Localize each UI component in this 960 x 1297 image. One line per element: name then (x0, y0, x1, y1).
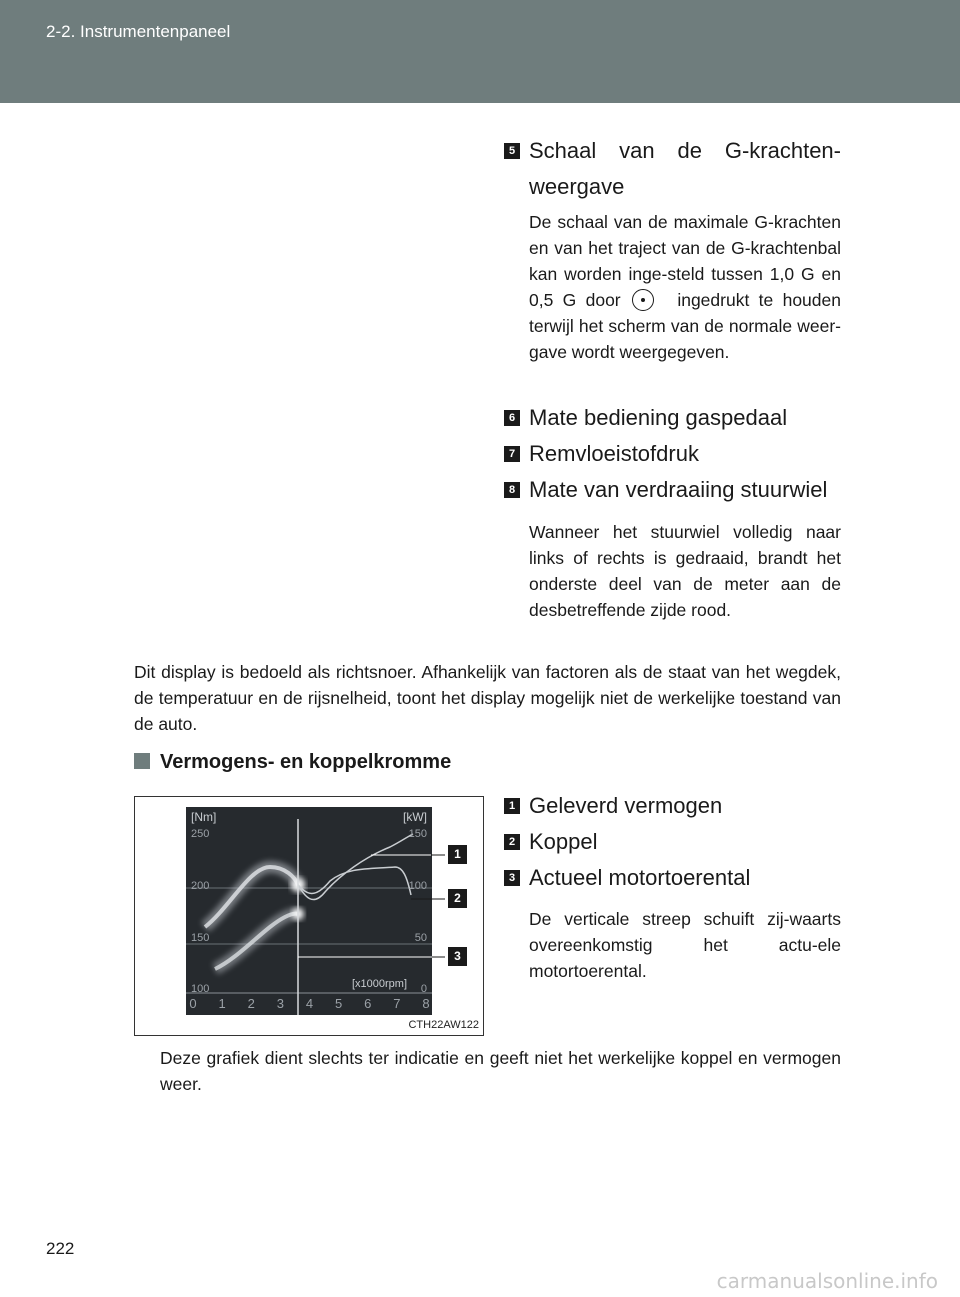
item-label: Mate van verdraaiing stuurwiel (529, 477, 828, 502)
x-tick-label: 8 (422, 996, 430, 1011)
description-8: Wanneer het stuurwiel volledig naar links of rechts is gedraaid, brandt het onderste deel van de meter aan de desbetreffende zijde rood. (529, 522, 841, 620)
right-unit-label: [kW] (403, 810, 427, 824)
description-3: De verticale streep schuift zij-waarts overeenkomstig het actu-ele motortoerental. (529, 909, 841, 981)
x-tick-label: 1 (218, 996, 226, 1011)
x-tick-label: 2 (247, 996, 255, 1011)
item-number-badge: 1 (504, 798, 520, 814)
x-tick-label: 5 (335, 996, 343, 1011)
page-number: 222 (46, 1239, 75, 1258)
item-number-badge: 2 (504, 834, 520, 850)
item-number-badge: 3 (504, 870, 520, 886)
x-tick-label: 6 (364, 996, 372, 1011)
x-tick-label: 0 (189, 996, 197, 1011)
right-tick-label: 0 (420, 983, 427, 995)
page-header (0, 0, 960, 103)
item-number-badge: 8 (504, 482, 520, 498)
left-tick-label: 100 (191, 983, 210, 995)
list-item-3 (504, 860, 841, 896)
x-tick-label: 4 (305, 996, 314, 1011)
callout-3: 3 (448, 947, 467, 966)
graph-disclaimer: Deze grafiek dient slechts ter indicatie en geeft niet het werkelijke koppel en vermogen weer. (160, 1048, 841, 1094)
item-label: Geleverd vermogen (529, 793, 723, 818)
item-label: Koppel (529, 829, 598, 854)
power-torque-graph (135, 797, 483, 1035)
list-item-1 (504, 788, 841, 824)
section-title: 2-2. Instrumentenpaneel (46, 22, 231, 41)
description-text: De schaal van de maximale G-krachten en van het traject van de G-krachtenbal kan worden inge-steld tussen 1,0 G en 0,5 G door (529, 212, 841, 310)
left-unit-label: [Nm] (191, 810, 217, 824)
list-item-5 (504, 133, 841, 205)
x-tick-label: 3 (276, 996, 284, 1011)
power-torque-figure (134, 796, 484, 1036)
description-5 (529, 209, 841, 365)
square-bullet-icon (134, 753, 150, 769)
item-number-badge: 6 (504, 410, 520, 426)
right-tick-label: 100 (408, 880, 427, 892)
item-label: Schaal van de G-krachten-weergave (529, 138, 841, 199)
item-label: Actueel motortoerental (529, 865, 751, 890)
right-tick-label: 50 (414, 932, 427, 944)
item-number-badge: 7 (504, 446, 520, 462)
item-number-badge: 5 (504, 143, 520, 159)
x-tick-labels (189, 996, 429, 1011)
watermark: carmanualsonline.info (716, 1269, 938, 1293)
callout-1: 1 (448, 845, 467, 864)
dial-button-icon (632, 289, 654, 311)
callout-2: 2 (448, 889, 467, 908)
right-tick-label: 150 (408, 828, 427, 840)
subheading: Vermogens- en koppelkromme (134, 751, 451, 774)
left-tick-label: 250 (191, 828, 210, 840)
x-unit-label: [x1000rpm] (351, 978, 407, 990)
item-label: Mate bediening gaspedaal (529, 405, 788, 430)
item-label: Remvloeistofdruk (529, 441, 699, 466)
x-tick-label: 7 (393, 996, 401, 1011)
list-item-7 (504, 436, 841, 472)
figure-code: CTH22AW122 (408, 1019, 479, 1031)
description-text: ingedrukt te houden terwijl het scherm van de normale weer-gave wordt weergegeven. (529, 290, 841, 362)
left-tick-label: 200 (191, 880, 210, 892)
left-tick-label: 150 (191, 932, 210, 944)
list-item-8 (504, 472, 841, 508)
list-item-2 (504, 824, 841, 860)
list-item-6 (504, 400, 841, 436)
guidance-note: Dit display is bedoeld als richtsnoer. Afhankelijk van factoren als de staat van het wegdek, de temperatuur en de rijsnelheid, toont het display mogelijk niet de werkelijke toestand van de auto. (134, 662, 841, 734)
